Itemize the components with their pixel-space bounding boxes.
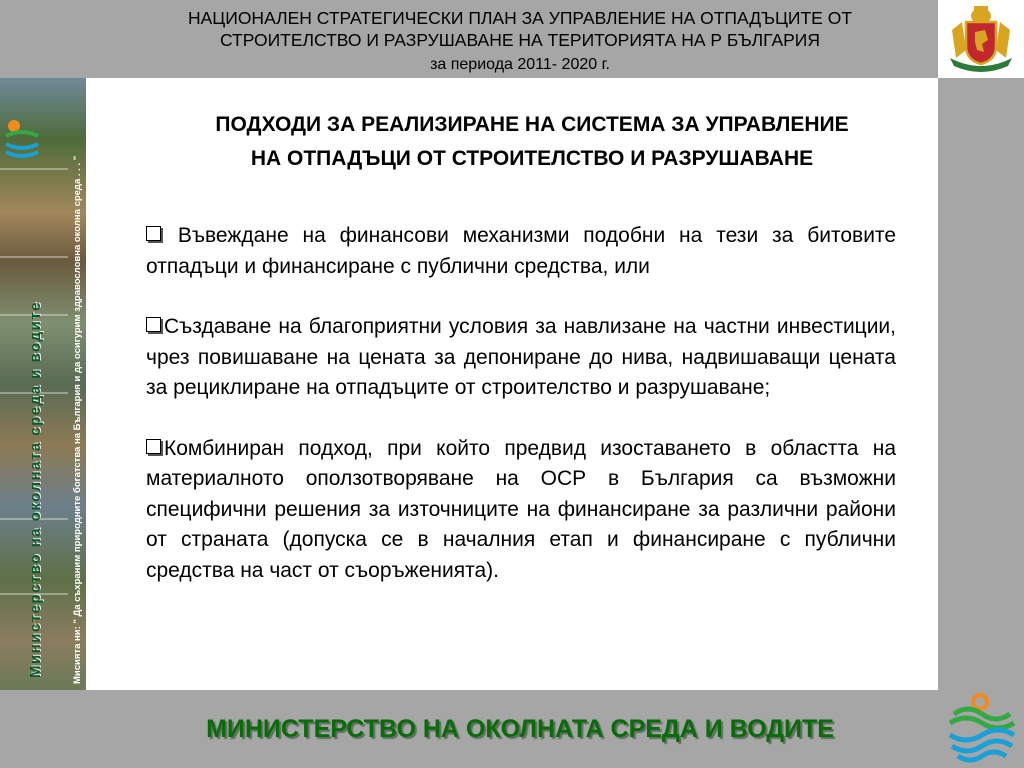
slide-title [86,108,938,176]
right-margin [938,78,1024,690]
side-ministry-text: Министерство на околната среда и водите [27,300,44,678]
ministry-emblem-icon [2,118,42,162]
slide-title-line-2: НА ОТПАДЪЦИ ОТ СТРОИТЕЛСТВО И РАЗРУШАВАНЕ [250,147,814,170]
bullet-text: Комбиниран подход, при който предвид изоставането в областта на материалното оползотворяване на ОСР в България са възможни специфични решения за източниците на финансиране за различни райони от страната (допуска се в началния етап и финансиране с публични средства на част от съоръженията). [146,436,896,582]
header-title-line-2: СТРОИТЕЛСТВО И РАЗРУШАВАНЕ НА ТЕРИТОРИЯТА НА Р БЪЛГАРИЯ [219,30,821,50]
bullet-item [146,434,896,587]
slide-content [86,78,938,690]
header-period: за периода 2011- 2020 г. [430,56,610,73]
ministry-logo-icon [944,692,1020,766]
checkbox-bullet-icon [146,439,161,454]
checkbox-bullet-icon [146,226,161,241]
bullet-list [146,221,896,616]
coat-of-arms-icon [938,0,1024,78]
bullet-text: Въвеждане на финансови механизми подобни на тези за битовите отпадъци и финансиране с публични средства, или [146,224,896,278]
side-mission-text: Мисията ни: " Да съхраним природните богатства на България и да осигурим здравословна околна среда . . . " [72,155,83,684]
side-photo-strip [0,78,86,690]
header-title-line-1: НАЦИОНАЛЕН СТРАТЕГИЧЕСКИ ПЛАН ЗА УПРАВЛЕНИЕ НА ОТПАДЪЦИТЕ ОТ [187,8,853,28]
coat-of-arms [938,0,1024,78]
bullet-item [146,312,896,404]
header [0,0,938,78]
bullet-item [146,221,896,282]
slide-title-line-1: ПОДХОДИ ЗА РЕАЛИЗИРАНЕ НА СИСТЕМА ЗА УПРАВЛЕНИЕ [215,113,849,136]
bullet-text: Създаване на благоприятни условия за навлизане на частни инвестиции, чрез повишаване на цената за депониране до нива, надвишаващи цената за рециклиране на отпадъците от строителство и разрушаване; [146,315,896,399]
footer-ministry-name: МИНИСТЕРСТВО НА ОКОЛНАТА СРЕДА И ВОДИТЕ [206,715,834,743]
checkbox-bullet-icon [146,317,161,332]
footer [0,690,1024,768]
